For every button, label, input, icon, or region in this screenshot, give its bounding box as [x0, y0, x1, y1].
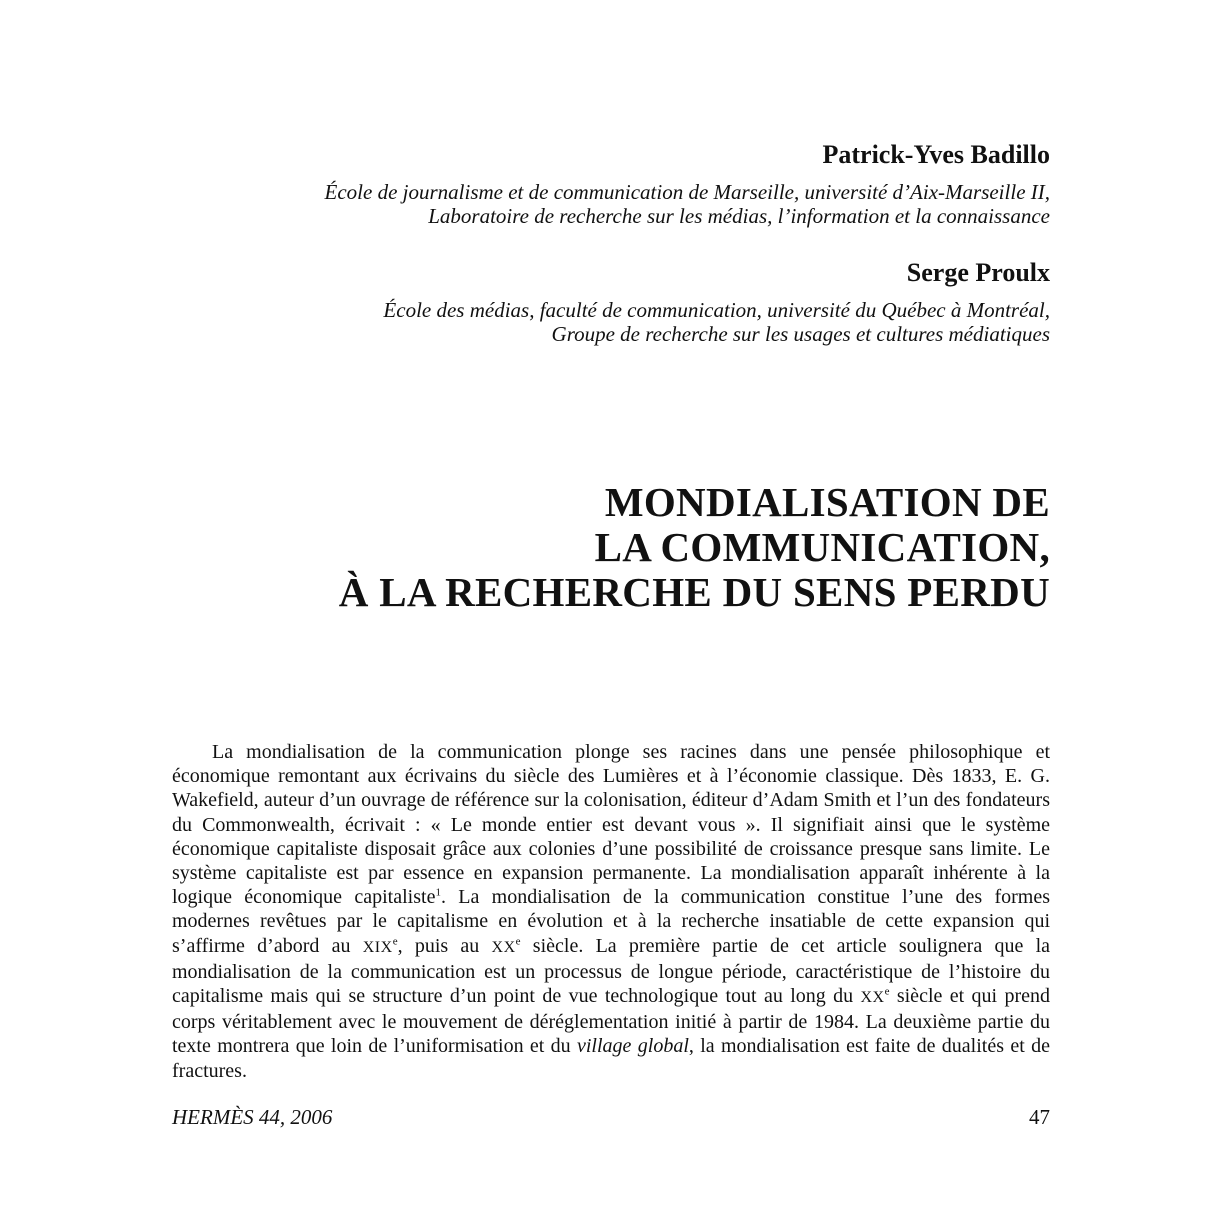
century-numeral: XX — [860, 989, 885, 1007]
body-text-segment: siècle et qui prend corps véritablement avec le mouvement de déréglementation initié à partir de 1984. La deuxième partie du texte montrera que loin de l’uniformisation et du — [172, 985, 1050, 1058]
author-affiliation-line: École des médias, faculté de communication, université du Québec à Montréal, — [383, 298, 1050, 322]
body-text-segment: , la mondialisation est faite de dualités et de fractures. — [172, 1035, 1050, 1082]
century-numeral: XIX — [362, 938, 393, 956]
italic-term: village global — [577, 1035, 689, 1058]
century-superscript: e — [884, 985, 890, 998]
author-affiliation-line: Groupe de recherche sur les usages et cultures médiatiques — [551, 322, 1050, 346]
author-name: Patrick-Yves Badillo — [822, 140, 1050, 169]
author-block-1 — [150, 140, 1050, 228]
page-number: 47 — [1029, 1105, 1050, 1129]
author-affiliation-line: École de journalisme et de communication de Marseille, université d’Aix-Marseille II, — [324, 180, 1050, 204]
century-superscript: e — [392, 934, 398, 947]
body-text-segment: . La mondialisation de la communication constitue l’une des formes modernes revêtues par le capitalisme en évolution et à la recherche insatiable de cette expansion qui s’affirme d’abord au — [172, 886, 1050, 957]
journal-footer: HERMÈS 44, 2006 — [172, 1105, 333, 1129]
title-line: À LA RECHERCHE DU SENS PERDU — [338, 569, 1050, 615]
century-numeral: XX — [491, 938, 516, 956]
footnote-reference[interactable]: 1 — [435, 886, 441, 899]
body-text-segment: siècle. La première partie de cet article soulignera que la mondialisation de la communication est un processus de longue période, caractéristique de l’histoire du capitalisme mais qui se structure d’un point de vue technologique tout au long du — [172, 934, 1050, 1008]
author-affiliation-line: Laboratoire de recherche sur les médias, l’information et la connaissance — [428, 204, 1050, 228]
body-paragraph — [172, 740, 1050, 1083]
title-line: LA COMMUNICATION, — [594, 524, 1050, 570]
body-text-segment: , puis au — [397, 934, 492, 957]
century-superscript: e — [515, 934, 521, 947]
article-title — [150, 480, 1050, 615]
author-block-2 — [150, 258, 1050, 346]
title-line: MONDIALISATION DE — [604, 479, 1050, 525]
body-text-segment: La mondialisation de la communication plonge ses racines dans une pensée philosophique et économique remontant aux écrivains du siècle des Lumières et à l’économie classique. Dès 1833, E. G. Wakefield, auteur d’un ouvrage de référence sur la colonisation, éditeur d’Adam Smith et l’un des fondateurs du Commonwealth, écrivait : « Le monde entier est devant vous ». Il signifiait ainsi que le système économique capitaliste disposait grâce aux colonies d’une possibilité de croissance presque sans limite. Le système capitaliste est par essence en expansion permanente. La mondialisation apparaît inhérente à la logique économique capitaliste — [172, 741, 1050, 909]
author-name: Serge Proulx — [906, 258, 1050, 287]
